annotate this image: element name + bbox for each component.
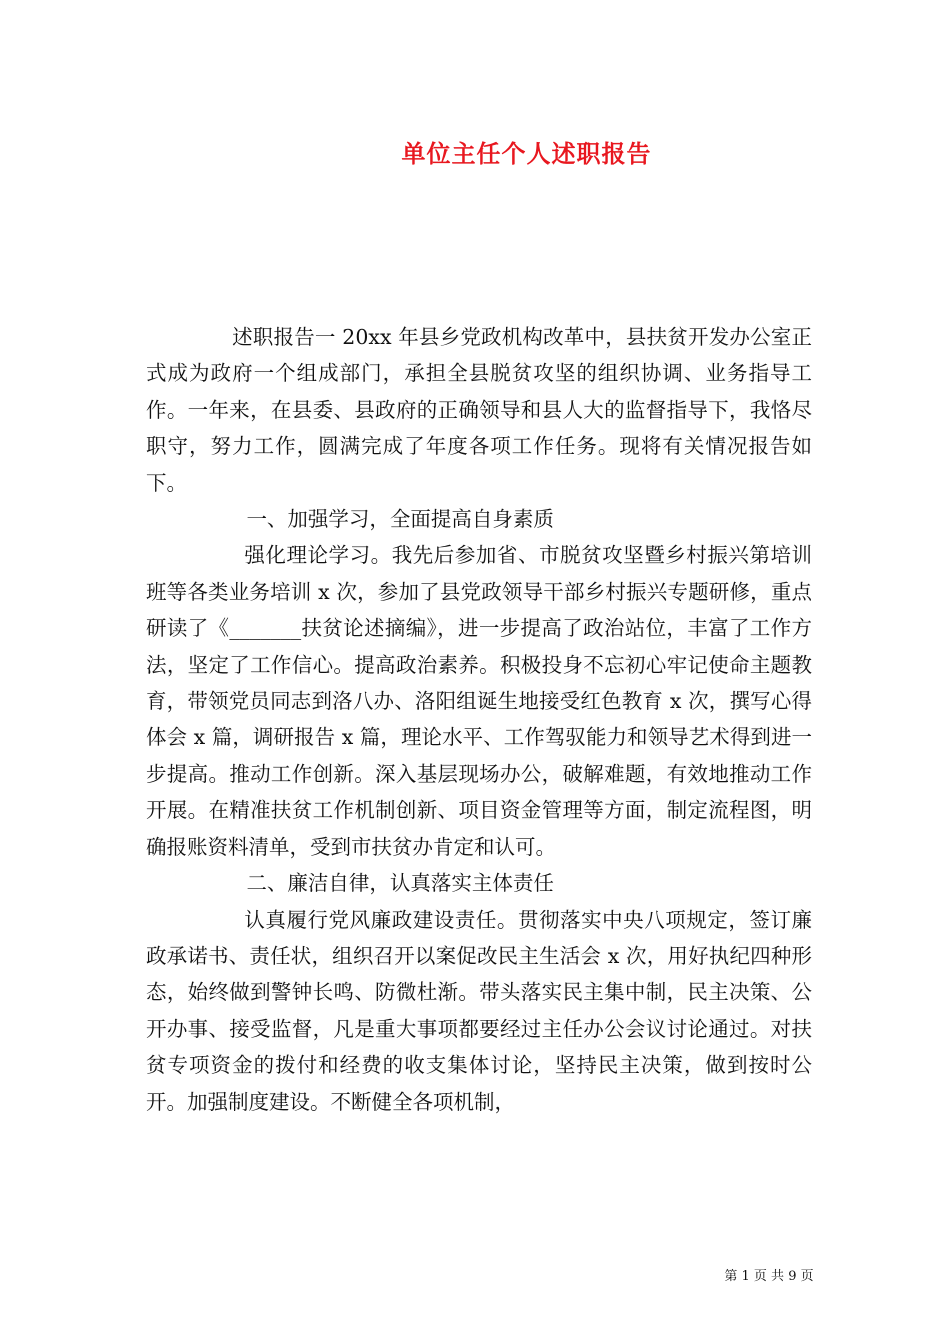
section-paragraph-1: 强化理论学习。我先后参加省、市脱贫攻坚暨乡村振兴第培训班等各类业务培训 x 次，参加了县党政领导干部乡村振兴专题研修，重点研读了《_______扶贫论述摘编》，进一步提高了政治站位，丰富了工作方法，坚定了工作信心。提高政治素养。积极投身不忘初心牢记使命主题教育，带领党员同志到洛八办、洛阳组诞生地接受红色教育 x 次，撰写心得体会 x 篇，调研报告 x 篇，理论水平、工作驾驭能力和领导艺术得到进一步提高。推动工作创新。深入基层现场办公，破解难题，有效地推动工作开展。在精准扶贫工作机制创新、项目资金管理等方面，制定流程图，明确报账资料清单，受到市扶贫办肯定和认可。 <box>146 543 812 859</box>
section-paragraph-2: 认真履行党风廉政建设责任。贯彻落实中央八项规定，签订廉政承诺书、责任状，组织召开以案促改民主生活会 x 次，用好执纪四种形态，始终做到警钟长鸣、防微杜渐。带头落实民主集中制，民主决策、公开办事、接受监督，凡是重大事项都要经过主任办公会议讨论通过。对扶贫专项资金的拨付和经费的收支集体讨论，坚持民主决策，做到按时公开。加强制度建设。不断健全各项机制， <box>146 907 812 1114</box>
intro-paragraph: 述职报告一 20xx 年县乡党政机构改革中，县扶贫开发办公室正式成为政府一个组成部门，承担全县脱贫攻坚的组织协调、业务指导工作。一年来，在县委、县政府的正确领导和县人大的监督指导下，我恪尽职守，努力工作，圆满完成了年度各项工作任务。现将有关情况报告如下。 <box>146 325 812 495</box>
section-heading-1: 一、加强学习，全面提高自身素质 <box>246 507 554 532</box>
section-heading-2: 二、廉洁自律，认真落实主体责任 <box>246 871 554 896</box>
page-title: 单位主任个人述职报告 <box>401 139 652 168</box>
page-footer: 第 1 页 共 9 页 <box>724 1269 814 1284</box>
document-body <box>146 319 812 1120</box>
